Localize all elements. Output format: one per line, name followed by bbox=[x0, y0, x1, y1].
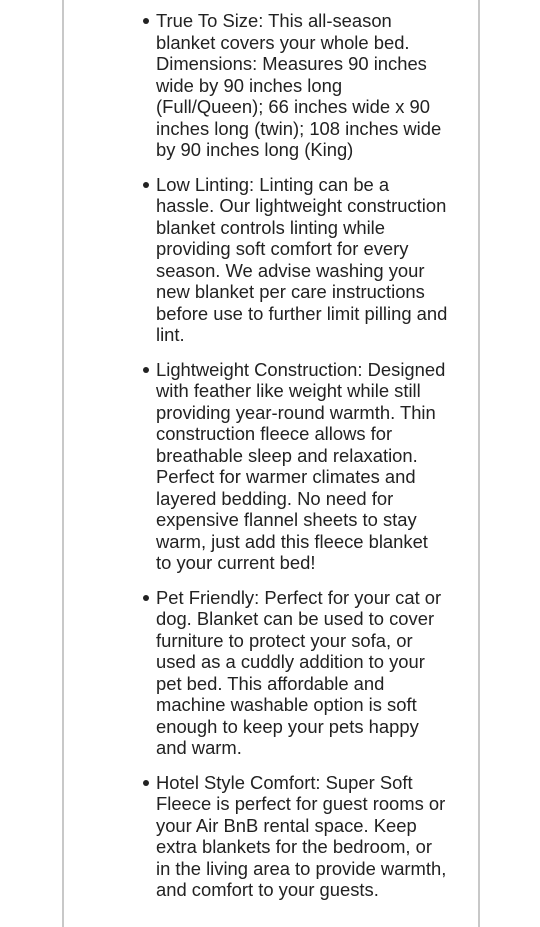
product-description-panel bbox=[62, 0, 480, 927]
feature-bullet-low-linting bbox=[64, 174, 478, 346]
bullet-dot-icon bbox=[143, 780, 149, 786]
feature-bullet-hotel-style-comfort bbox=[64, 772, 478, 901]
feature-bullet-pet-friendly bbox=[64, 587, 478, 759]
feature-bullet-list bbox=[64, 10, 478, 914]
feature-bullet-true-to-size bbox=[64, 10, 478, 161]
feature-text: Lightweight Construction: Designed with feather like weight while still providing year-round warmth. Thin construction fleece allows for breathable sleep and relaxation. Perfect for warmer climates and layered bedding. No need for expensive flannel sheets to stay warm, just add this fleece blanket to your current bed! bbox=[156, 358, 446, 573]
bullet-dot-icon bbox=[143, 595, 149, 601]
feature-text: Hotel Style Comfort: Super Soft Fleece is perfect for guest rooms or your Air BnB rental space. Keep extra blankets for the bedroom, or in the living area to provide warmth, and comfort to your guests. bbox=[156, 771, 447, 900]
bullet-dot-icon bbox=[143, 367, 149, 373]
feature-text: True To Size: This all-season blanket covers your whole bed. Dimensions: Measures 90 inches wide by 90 inches long (Full/Queen); 66 inches wide x 90 inches long (twin); 108 inches wide by 90 inches long (King) bbox=[156, 10, 442, 160]
feature-bullet-lightweight-construction bbox=[64, 359, 478, 574]
feature-text: Low Linting: Linting can be a hassle. Our lightweight construction blanket controls linting while providing soft comfort for every season. We advise washing your new blanket per care instructions before use to further limit pilling and lint. bbox=[156, 173, 448, 345]
feature-text: Pet Friendly: Perfect for your cat or dog. Blanket can be used to cover furniture to protect your sofa, or used as a cuddly addition to your pet bed. This affordable and machine washable option is soft enough to keep your pets happy and warm. bbox=[156, 586, 442, 758]
bullet-dot-icon bbox=[143, 182, 149, 188]
bullet-dot-icon bbox=[143, 18, 149, 24]
